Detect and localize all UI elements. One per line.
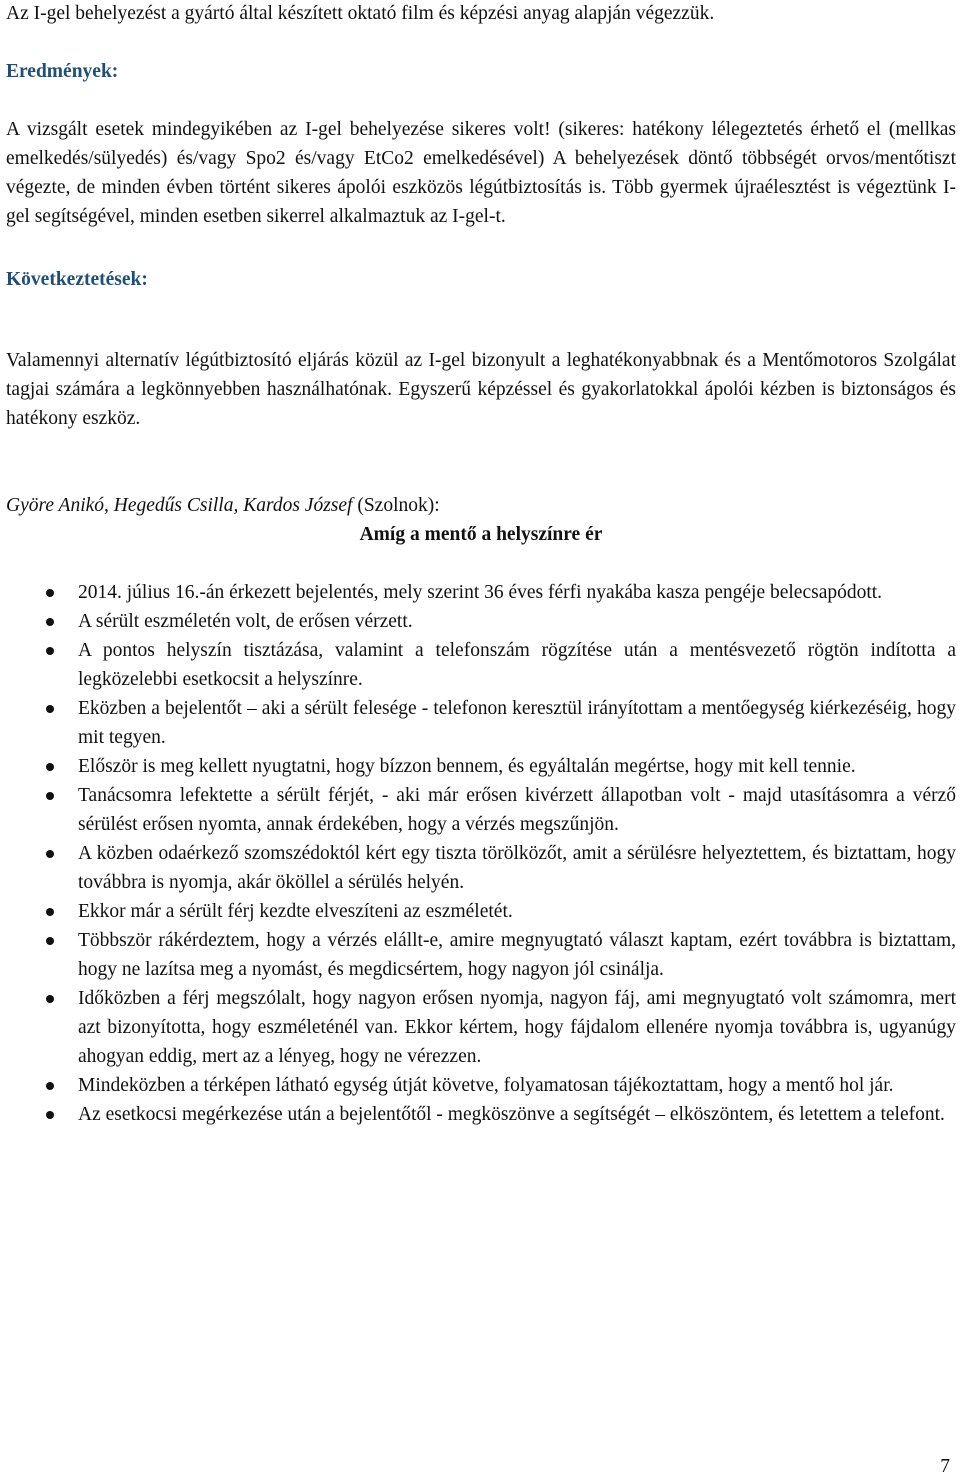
conclusions-paragraph: Valamennyi alternatív légútbiztosító eljárás közül az I-gel bizonyult a leghatékonyabbnak és a Mentőmotoros Szolgálat tagjai számára a legkönnyebben használhatónak. Egyszerű képzéssel és gyakorlatokkal ápolói kézben is biztonságos és hatékony eszköz. <box>6 350 956 429</box>
list-item-text: Időközben a férj megszólalt, hogy nagyon erősen nyomja, nagyon fáj, ami megnyugtató volt számomra, mert azt bizonyította, hogy eszméleténél van. Ekkor kértem, hogy fájdalom ellenére nyomja továbbra is, ugyanúgy ahogyan eddig, mert az a lényeg, hogy ne vérezzen. <box>78 988 956 1067</box>
results-paragraph: A vizsgált esetek mindegyikében az I-gel behelyezése sikeres volt! (sikeres: hatékony lélegeztetés érhető el (mellkas emelkedés/sülyedés) és/vagy Spo2 és/vagy EtCo2 emelkedésével) A behelyezések döntő többségét orvos/mentőtiszt végezte, de minden évben történt sikeres ápolói eszközös légútbiztosítás is. Több gyermek újraélesztést is végeztünk I-gel segítségével, minden esetben sikerrel alkalmaztuk az I-gel-t. <box>6 119 956 227</box>
list-item <box>6 781 956 839</box>
list-item-text: 2014. július 16.-án érkezett bejelentés, mely szerint 36 éves férfi nyakába kasza pengéje belecsapódott. <box>78 582 883 603</box>
list-item <box>6 1100 956 1129</box>
bullet-list <box>6 578 956 1129</box>
bullet-icon <box>46 908 54 916</box>
bullet-icon <box>46 763 54 771</box>
page-number: 7 <box>940 1456 950 1477</box>
list-item-text: Az esetkocsi megérkezése után a bejelentőtől - megköszönve a segítségét – elköszöntem, és letettem a telefont. <box>78 1104 945 1125</box>
list-item <box>6 984 956 1071</box>
bullet-icon <box>46 792 54 800</box>
results-heading: Eredmények: <box>6 61 119 82</box>
list-item <box>6 578 956 607</box>
article-authors-line <box>6 491 440 520</box>
list-item <box>6 694 956 752</box>
bullet-icon <box>46 850 54 858</box>
list-item-text: A pontos helyszín tisztázása, valamint a telefonszám rögzítése után a mentésvezető rögtön indította a legközelebbi esetkocsit a helyszínre. <box>78 640 956 690</box>
bullet-icon <box>46 647 54 655</box>
list-item-text: A közben odaérkező szomszédoktól kért egy tiszta törölközőt, amit a sérülésre helyeztettem, és biztattam, hogy továbbra is nyomja, akár ököllel a sérülés helyén. <box>78 843 956 893</box>
list-item <box>6 926 956 984</box>
list-item <box>6 607 956 636</box>
intro-paragraph: Az I-gel behelyezést a gyártó által készített oktató film és képzési anyag alapján végezzük. <box>6 3 715 24</box>
list-item <box>6 636 956 694</box>
list-item-text: Eközben a bejelentőt – aki a sérült felesége - telefonon keresztül irányítottam a mentőegység kiérkezéséig, hogy mit tegyen. <box>78 698 956 748</box>
bullet-icon <box>46 937 54 945</box>
bullet-icon <box>46 705 54 713</box>
bullet-icon <box>46 1082 54 1090</box>
list-item-text: Tanácsomra lefektette a sérült férjét, - aki már erősen kivérzett állapotban volt - majd utasításomra a vérző sérülést erősen nyomta, annak érdekében, hogy a vérzés megszűnjön. <box>78 785 956 835</box>
bullet-icon <box>46 589 54 597</box>
author-names: Györe Anikó, Hegedűs Csilla, Kardos József <box>6 495 353 516</box>
list-item-text: A sérült eszméletén volt, de erősen vérzett. <box>78 611 413 632</box>
bullet-icon <box>46 1111 54 1119</box>
list-item <box>6 839 956 897</box>
list-item-text: Mindeközben a térképen látható egység útját követve, folyamatosan tájékoztattam, hogy a mentő hol jár. <box>78 1075 894 1096</box>
list-item-text: Többször rákérdeztem, hogy a vérzés elállt-e, amire megnyugtató választ kaptam, ezért továbbra is biztattam, hogy ne lazítsa meg a nyomást, és megdicsértem, hogy nagyon jól csinálja. <box>78 930 956 980</box>
author-location: (Szolnok): <box>352 495 440 516</box>
bullet-icon <box>46 995 54 1003</box>
conclusions-heading: Következtetések: <box>6 269 148 290</box>
bullet-icon <box>46 618 54 626</box>
list-item <box>6 897 956 926</box>
list-item <box>6 1071 956 1100</box>
list-item-text: Először is meg kellett nyugtatni, hogy bízzon bennem, és egyáltalán megértse, hogy mit kell tennie. <box>78 756 856 777</box>
article-title: Amíg a mentő a helyszínre ér <box>359 524 603 545</box>
list-item-text: Ekkor már a sérült férj kezdte elveszíteni az eszméletét. <box>78 901 513 922</box>
list-item <box>6 752 956 781</box>
